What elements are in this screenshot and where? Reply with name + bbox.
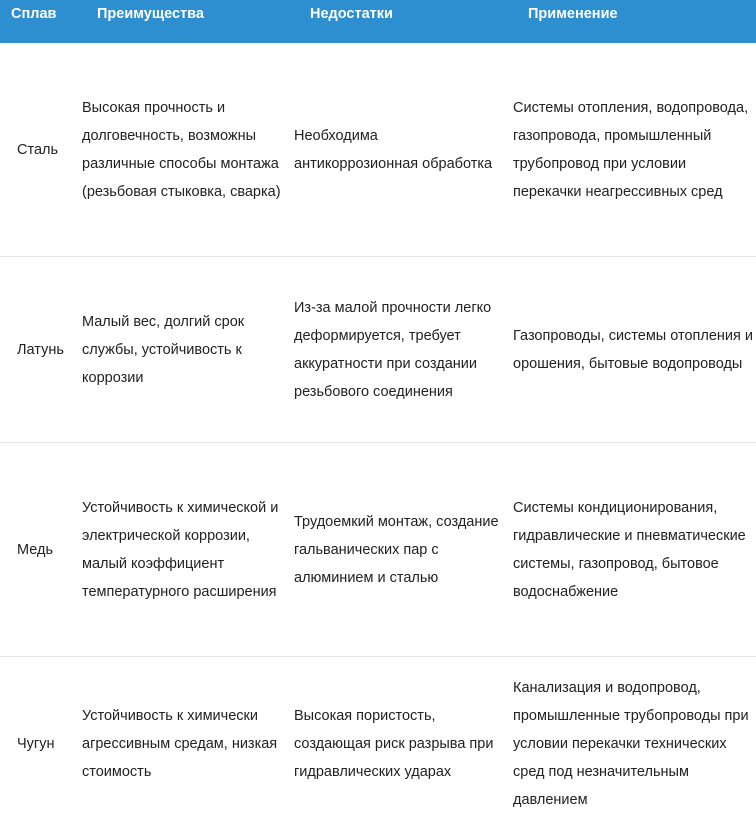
cell-application: Газопроводы, системы отопления и орошения, бытовые водопроводы [513, 327, 754, 372]
cell-disadvantages: Из-за малой прочности легко деформируется, требует аккуратности при создании резьбового соединения [294, 299, 492, 400]
cell-alloy: Сталь [17, 141, 59, 158]
cell-disadvantages: Необходима антикоррозионная обработка [294, 127, 493, 172]
cell-disadvantages: Трудоемкий монтаж, создание гальванических пар с алюминием и сталью [294, 513, 499, 586]
header-advantages: Преимущества [97, 6, 204, 22]
table-row [0, 443, 756, 657]
table-row [0, 657, 756, 831]
table-row [0, 43, 756, 257]
cell-alloy: Медь [17, 541, 54, 558]
cell-application: Канализация и водопровод, промышленные трубопроводы при условии перекачки технических сред под незначительным давлением [513, 680, 749, 808]
header-alloy: Сплав [11, 6, 57, 22]
cell-application: Системы кондиционирования, гидравлические и пневматические системы, газопровод, бытовое водоснабжение [513, 499, 746, 600]
cell-alloy: Латунь [17, 341, 64, 358]
header-application: Применение [528, 6, 618, 22]
header-disadvantages: Недостатки [310, 6, 393, 22]
table-header [0, 0, 756, 43]
cell-disadvantages: Высокая пористость, создающая риск разрыва при гидравлических ударах [294, 708, 494, 780]
cell-advantages: Устойчивость к химически агрессивным средам, низкая стоимость [82, 708, 278, 780]
cell-advantages: Малый вес, долгий срок службы, устойчивость к коррозии [82, 313, 245, 386]
cell-advantages: Устойчивость к химической и электрической коррозии, малый коэффициент температурного расширения [82, 499, 279, 600]
cell-advantages: Высокая прочность и долговечность, возможны различные способы монтажа (резьбовая стыковка, сварка) [82, 99, 281, 200]
cell-application: Системы отопления, водопровода, газопровода, промышленный трубопровод при условии перекачки неагрессивных сред [513, 99, 749, 200]
cell-alloy: Чугун [17, 736, 55, 752]
table-row [0, 257, 756, 443]
